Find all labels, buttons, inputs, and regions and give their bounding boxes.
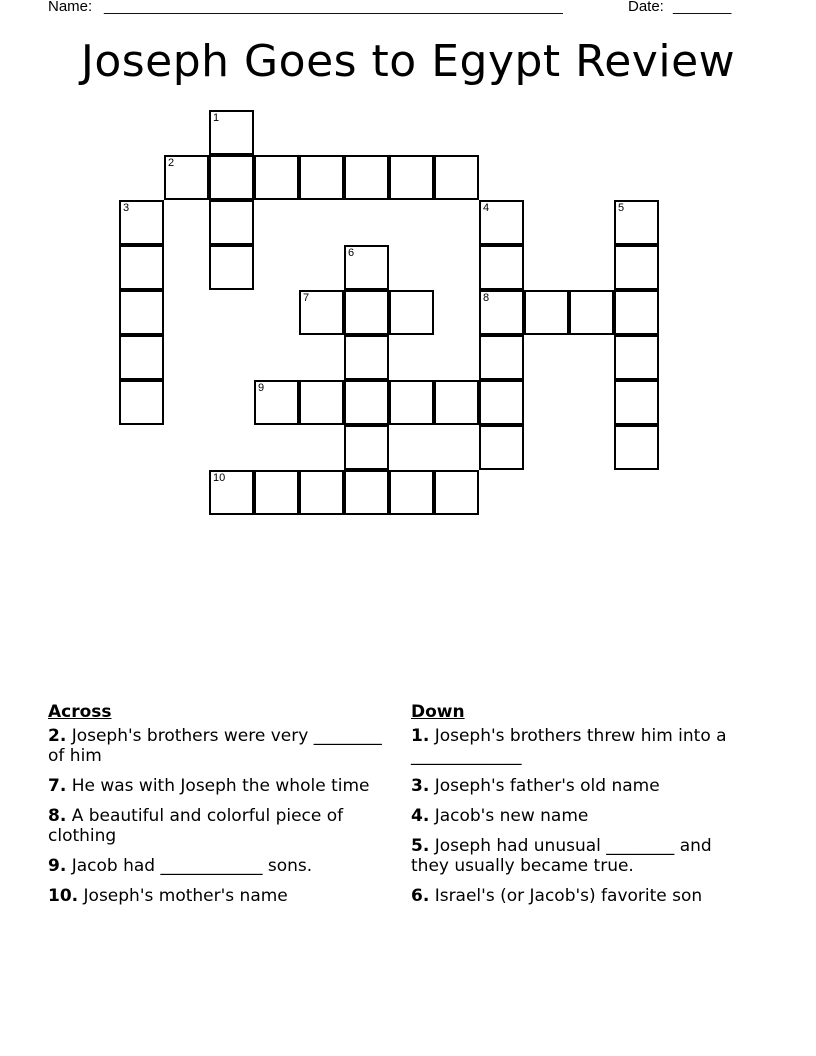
grid-cell[interactable]: [344, 470, 389, 515]
grid-cell[interactable]: [299, 470, 344, 515]
grid-cell[interactable]: [299, 290, 344, 335]
grid-cell[interactable]: [479, 245, 524, 290]
clue-text: Jacob had ____________ sons.: [66, 856, 313, 876]
grid-cell[interactable]: [299, 380, 344, 425]
grid-cell[interactable]: [389, 470, 434, 515]
clue-number: 10.: [48, 886, 79, 906]
grid-cell[interactable]: [344, 290, 389, 335]
grid-cell[interactable]: [479, 200, 524, 245]
grid-cell[interactable]: [209, 200, 254, 245]
clue-across-9: [48, 856, 393, 876]
name-label: Name:: [48, 0, 93, 15]
clue-number-label: 8: [483, 292, 490, 304]
clue-text: Israel's (or Jacob's) favorite son: [429, 886, 703, 906]
across-heading: Across: [48, 702, 112, 722]
grid-cell[interactable]: [344, 380, 389, 425]
name-line[interactable]: _______________________________________________________: [104, 0, 563, 15]
clue-down-6: [411, 886, 751, 906]
clue-number-label: 3: [123, 202, 130, 214]
grid-cell[interactable]: [209, 155, 254, 200]
clue-number: 4.: [411, 806, 430, 826]
grid-cell[interactable]: [524, 290, 569, 335]
grid-cell[interactable]: [614, 425, 659, 470]
grid-cell[interactable]: [614, 245, 659, 290]
clue-number: 1.: [411, 726, 430, 746]
clue-number-label: 5: [618, 202, 625, 214]
clue-number-label: 6: [348, 247, 355, 259]
grid-cell[interactable]: [119, 335, 164, 380]
clue-number: 7.: [48, 776, 67, 796]
page-title: Joseph Goes to Egypt Review: [80, 36, 736, 87]
clue-number-label: 9: [258, 382, 265, 394]
clue-number: 9.: [48, 856, 67, 876]
clue-number-label: 1: [213, 112, 220, 124]
clue-number: 2.: [48, 726, 67, 746]
grid-cell[interactable]: [119, 245, 164, 290]
grid-cell[interactable]: [209, 245, 254, 290]
grid-cell[interactable]: [119, 290, 164, 335]
grid-cell[interactable]: [434, 380, 479, 425]
grid-cell[interactable]: [164, 155, 209, 200]
clue-text: Joseph's brothers were very ________ of him: [48, 726, 382, 766]
clue-number-label: 10: [213, 472, 226, 484]
down-clues: [411, 702, 751, 916]
date-line[interactable]: _______: [673, 0, 732, 15]
grid-cell[interactable]: [209, 470, 254, 515]
down-heading: Down: [411, 702, 465, 722]
clue-number: 5.: [411, 836, 430, 856]
grid-cell[interactable]: [344, 155, 389, 200]
grid-cell[interactable]: [209, 110, 254, 155]
grid-cell[interactable]: [119, 200, 164, 245]
grid-cell[interactable]: [434, 155, 479, 200]
clue-text: Joseph's father's old name: [429, 776, 660, 796]
clue-across-7: [48, 776, 393, 796]
grid-cell[interactable]: [479, 380, 524, 425]
grid-cell[interactable]: [299, 155, 344, 200]
clue-down-3: [411, 776, 751, 796]
clue-number-label: 4: [483, 202, 490, 214]
clue-text: Joseph's mother's name: [78, 886, 288, 906]
clue-text: Jacob's new name: [429, 806, 589, 826]
grid-cell[interactable]: [479, 335, 524, 380]
clue-number: 3.: [411, 776, 430, 796]
clue-across-10: [48, 886, 393, 906]
grid-cell[interactable]: [254, 380, 299, 425]
grid-cell[interactable]: [479, 290, 524, 335]
grid-cell[interactable]: [569, 290, 614, 335]
grid-cell[interactable]: [389, 380, 434, 425]
grid-cell[interactable]: [434, 470, 479, 515]
clue-number-label: 7: [303, 292, 310, 304]
grid-cell[interactable]: [389, 290, 434, 335]
grid-cell[interactable]: [614, 290, 659, 335]
grid-cell[interactable]: [614, 335, 659, 380]
grid-cell[interactable]: [344, 245, 389, 290]
across-clues: [48, 702, 393, 916]
clue-text: Joseph's brothers threw him into a _____________: [411, 726, 727, 766]
grid-cell[interactable]: [254, 155, 299, 200]
clue-text: He was with Joseph the whole time: [66, 776, 370, 796]
clue-down-1: [411, 726, 751, 766]
clue-down-4: [411, 806, 751, 826]
clue-number: 6.: [411, 886, 430, 906]
clue-down-5: [411, 836, 751, 876]
clue-across-8: [48, 806, 393, 846]
grid-cell[interactable]: [344, 425, 389, 470]
grid-cell[interactable]: [614, 200, 659, 245]
clue-number-label: 2: [168, 157, 175, 169]
grid-cell[interactable]: [389, 155, 434, 200]
grid-cell[interactable]: [119, 380, 164, 425]
date-label: Date:: [628, 0, 664, 15]
grid-cell[interactable]: [344, 335, 389, 380]
grid-cell[interactable]: [479, 425, 524, 470]
grid-cell[interactable]: [614, 380, 659, 425]
clue-across-2: [48, 726, 393, 766]
clue-text: A beautiful and colorful piece of clothing: [48, 806, 344, 846]
grid-cell[interactable]: [254, 470, 299, 515]
clue-number: 8.: [48, 806, 67, 826]
clue-text: Joseph had unusual ________ and they usually became true.: [411, 836, 712, 876]
